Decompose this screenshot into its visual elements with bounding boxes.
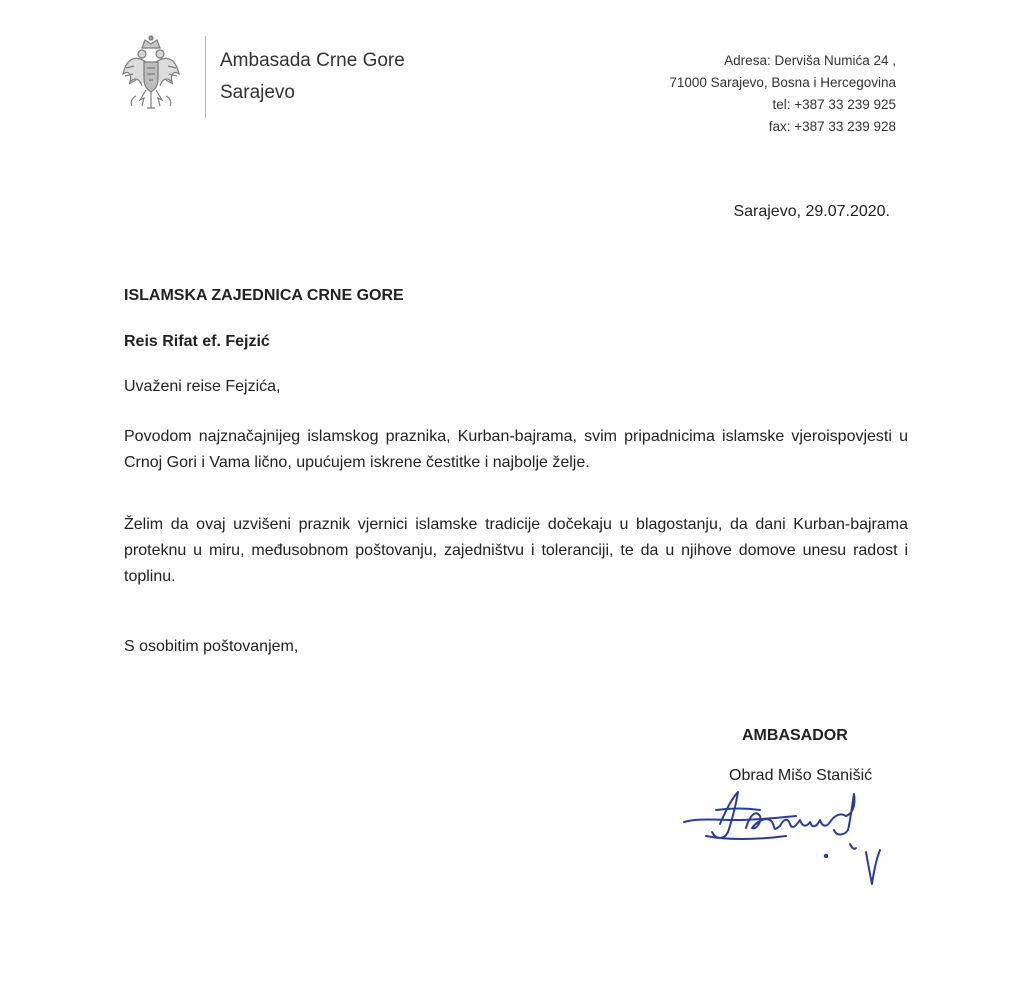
signatory-name: Obrad Mišo Stanišić [729, 767, 873, 784]
address-line-2: 71000 Sarajevo, Bosna i Hercegovina [669, 75, 896, 90]
letterhead-divider [205, 36, 206, 118]
body-paragraph-1: Povodom najznačajnijeg islamskog praznika, Kurban-bajrama, svim pripadnicima islamske vjeroispovjesti u Crnoj Gori i Vama lično, upućujem iskrene čestitke i najbolje želje. [124, 428, 908, 471]
handwritten-signature-icon [676, 770, 896, 900]
fax-number: fax: +387 33 239 928 [768, 119, 896, 134]
recipient-organization: ISLAMSKA ZAJEDNICA CRNE GORE [124, 287, 404, 304]
letter-date: Sarajevo, 29.07.2020. [733, 203, 890, 220]
address-line-1: Adresa: Derviša Numića 24 , [724, 53, 896, 68]
coat-of-arms-icon [120, 34, 182, 114]
recipient-person: Reis Rifat ef. Fejzić [124, 333, 270, 350]
signatory-title: AMBASADOR [742, 727, 848, 744]
body-paragraph-2: Želim da ovaj uzvišeni praznik vjernici islamske tradicije dočekaju u blagostanju, da dani Kurban-bajrama proteknu u miru, međusobnom poštovanju, zajedništvu i toleranciji, te da u njihove domove unesu radost i toplinu. [124, 516, 908, 585]
address-block [596, 50, 896, 138]
closing-phrase: S osobitim poštovanjem, [124, 638, 299, 655]
salutation: Uvaženi reise Fejzića, [124, 378, 281, 395]
phone-number: tel: +387 33 239 925 [772, 97, 896, 112]
embassy-name: Ambasada Crne Gore [220, 50, 405, 71]
embassy-city: Sarajevo [220, 82, 295, 103]
